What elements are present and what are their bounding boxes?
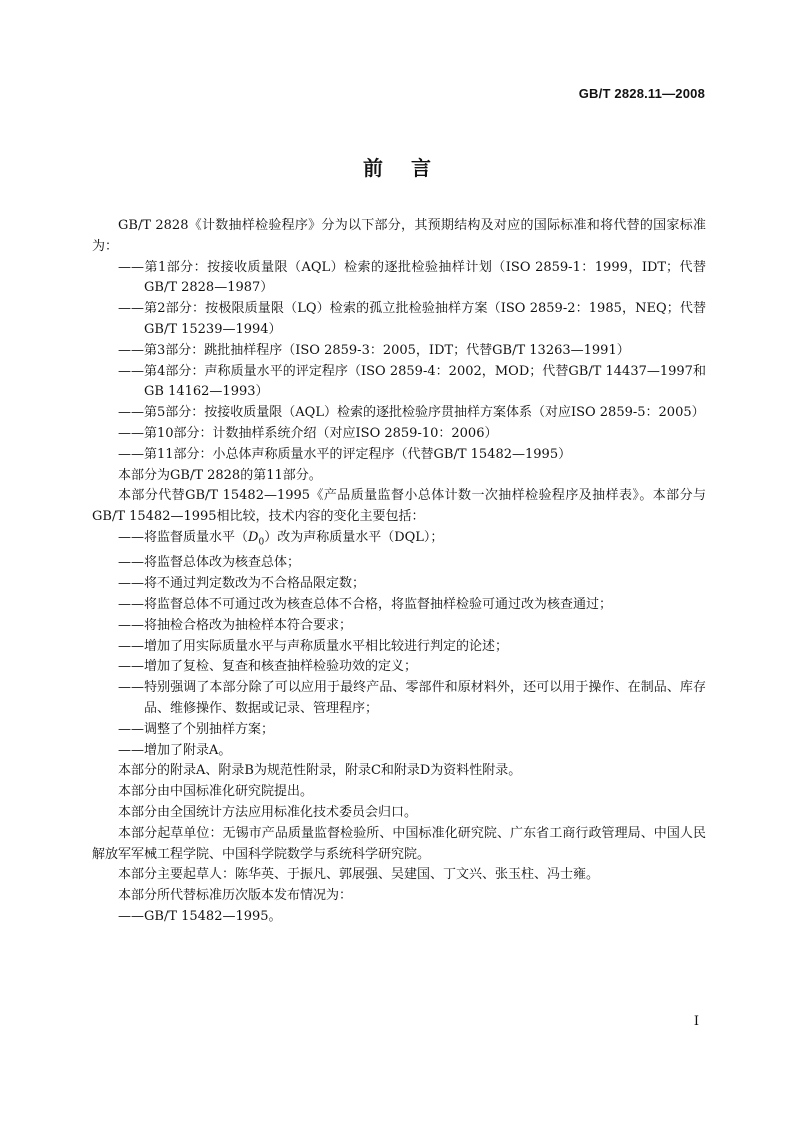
change-list-item: ——特别强调了本部分除了可以应用于最终产品、零部件和原材料外，还可以用于操作、在制品、库存品、维修操作、数据或记录、管理程序； bbox=[118, 680, 706, 716]
foreword-body bbox=[92, 216, 706, 928]
change-list-item bbox=[92, 528, 706, 553]
change-list-item: ——将不通过判定数改为不合格品限定数； bbox=[118, 576, 366, 592]
page-number: I bbox=[693, 1014, 699, 1029]
intro-paragraph: GB/T 2828《计数抽样检验程序》分为以下部分，其预期结构及对应的国际标准和将代替的国家标准为： bbox=[92, 218, 706, 254]
annex-paragraph: 本部分的附录A、附录B为规范性附录，附录C和附录D为资料性附录。 bbox=[118, 763, 522, 779]
part-list-item: ——第4部分：声称质量水平的评定程序（ISO 2859-4：2002，MOD；代替GB/T 14437—1997和GB 14162—1993） bbox=[118, 363, 706, 400]
replaces-paragraph: 本部分代替GB/T 15482—1995《产品质量监督小总体计数一次抽样检验程序及抽样表》。本部分与GB/T 15482—1995相比较，技术内容的变化主要包括： bbox=[92, 488, 706, 525]
dql-subscript: 0 bbox=[258, 537, 265, 548]
drafters-paragraph: 本部分主要起草人：陈华英、于振凡、郭展强、吴建国、丁文兴、张玉柱、冯士雍。 bbox=[118, 867, 600, 883]
history-intro-paragraph: 本部分所代替标准历次版本发布情况为： bbox=[118, 888, 353, 904]
centralized-by-paragraph: 本部分由全国统计方法应用标准化技术委员会归口。 bbox=[118, 804, 418, 820]
standard-code: GB/T 2828.11—2008 bbox=[578, 86, 705, 101]
part-list-item: ——第2部分：按极限质量限（LQ）检索的孤立批检验抽样方案（ISO 2859-2：1985，NEQ；代替GB/T 15239—1994） bbox=[118, 301, 706, 337]
history-list-item: ——GB/T 15482—1995。 bbox=[118, 908, 282, 924]
change-list-item: ——增加了复检、复查和核查抽样检验功效的定义； bbox=[118, 659, 418, 675]
change-list-item: ——调整了个别抽样方案； bbox=[118, 721, 275, 737]
part-list-item: ——第10部分：计数抽样系统介绍（对应ISO 2859-10：2006） bbox=[118, 425, 498, 441]
change-list-item: ——将监督总体改为核查总体； bbox=[118, 555, 301, 571]
proposed-by-paragraph: 本部分由中国标准化研究院提出。 bbox=[118, 784, 314, 800]
dql-symbol: D bbox=[248, 529, 259, 545]
change-list-item: ——将抽检合格改为抽检样本符合要求； bbox=[118, 617, 353, 633]
part-list-item: ——第1部分：按接收质量限（AQL）检索的逐批检验抽样计划（ISO 2859-1：1999，IDT；代替GB/T 2828—1987） bbox=[118, 259, 706, 296]
page-title: 前言 bbox=[363, 156, 459, 180]
change-list-item: ——增加了用实际质量水平与声称质量水平相比较进行判定的论述； bbox=[118, 638, 509, 654]
drafting-units-paragraph: 本部分起草单位：无锡市产品质量监督检验所、中国标准化研究院、广东省工商行政管理局、中国人民解放军军械工程学院、中国科学院数学与系统科学研究院。 bbox=[92, 825, 706, 862]
change-list-item: ——增加了附录A。 bbox=[118, 742, 232, 758]
part-list-item: ——第5部分：按接收质量限（AQL）检索的逐批检验序贯抽样方案体系（对应ISO 2859-5：2005） bbox=[118, 405, 705, 421]
change-suffix: ）改为声称质量水平（DQL）； bbox=[264, 529, 444, 545]
change-list-item: ——将监督总体不可通过改为核查总体不合格，将监督抽样检验可通过改为核查通过； bbox=[118, 596, 613, 612]
this-part-paragraph: 本部分为GB/T 2828的第11部分。 bbox=[118, 467, 322, 483]
part-list-item: ——第3部分：跳批抽样程序（ISO 2859-3：2005，IDT；代替GB/T 13263—1991） bbox=[118, 342, 630, 358]
change-prefix: ——将监督质量水平（ bbox=[118, 529, 249, 545]
part-list-item: ——第11部分：小总体声称质量水平的评定程序（代替GB/T 15482—1995） bbox=[118, 446, 572, 462]
